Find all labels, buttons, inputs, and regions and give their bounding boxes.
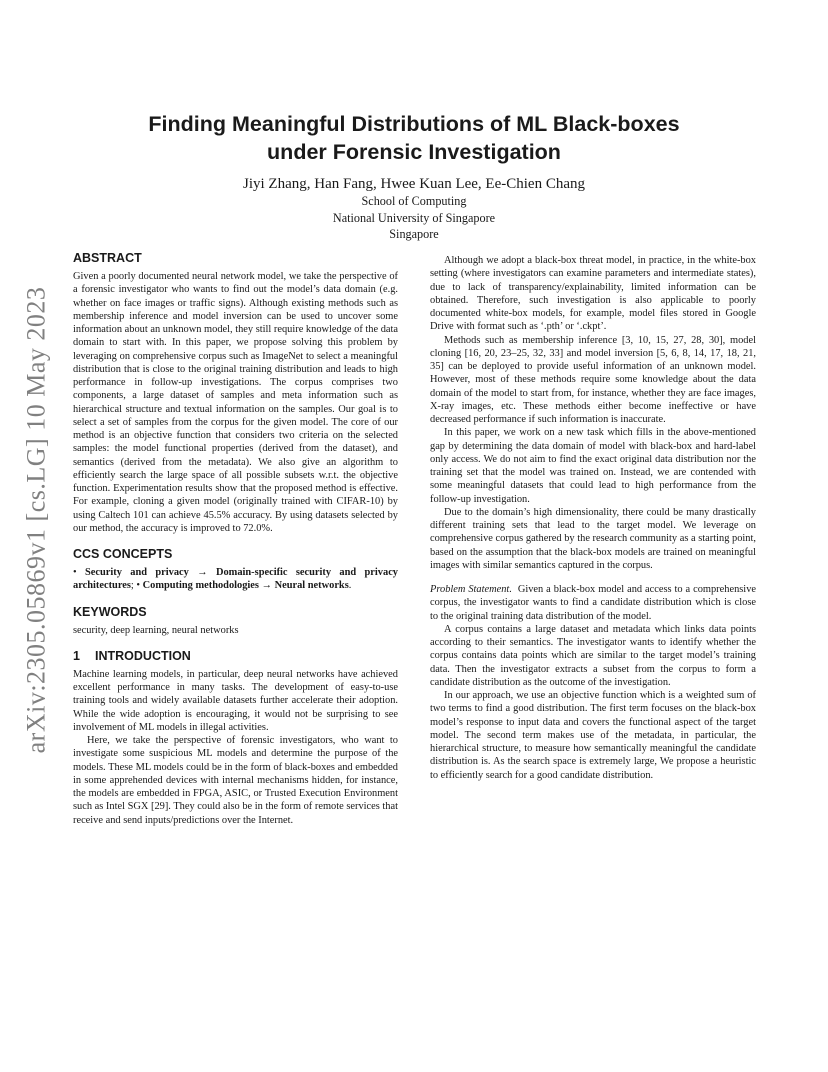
right-paragraph-1: Although we adopt a black-box threat model, in practice, in the white-box setting (where investigators can examine parameters and intermediate states), due to lack of transparency/explainability, limited information can be obtained. Therefore, such investigation is also applicable to poorly documented white-box models, for example, model files stored in Google Drive with format such as ‘.pth’ or ‘.ckpt’. — [430, 255, 756, 333]
ccs-term-security: Security and privacy — [85, 567, 189, 578]
problem-statement — [430, 583, 756, 623]
right-column — [430, 254, 756, 782]
intro-paragraph-1: Machine learning models, in particular, deep neural networks have achieved excellent performance in many tasks. The development of easy-to-use training tools and widely available datasets further accelerate their adoption. While the wide adoption is encouraging, it would not be surprising to see involvement of ML models in illegal activities. — [73, 668, 398, 733]
introduction-heading — [73, 648, 398, 664]
ccs-concepts — [73, 566, 398, 593]
right-paragraph-4: Due to the domain’s high dimensionality, there could be many drastically different training sets that lead to the target model. We leverage on comprehensive corpus gathered by the research community as a starting point, based on the assumption that the black-box models are trained on meaningful images with similar semantics captured in the corpus. — [430, 506, 756, 571]
ccs-arrow-2: → — [261, 580, 272, 592]
keywords-text: security, deep learning, neural networks — [73, 624, 239, 636]
keywords-heading: KEYWORDS — [73, 604, 147, 619]
paper-title-line-1: Finding Meaningful Distributions of ML Black-boxes — [148, 112, 680, 136]
intro-paragraph-2: Here, we take the perspective of forensic investigators, who want to investigate some suspicious ML models and determine the purpose of the models. These ML models could be in the form of black-boxes and embedded in some apprehended devices with internal mechanisms hidden, for instance, the models are embedded in FPGA, ASIC, or Trusted Execution Environment such as Intel SGX [29]. They could also be in the form of remote services that receive and send inputs/predictions over the Internet. — [73, 735, 398, 826]
ccs-separator: ; • — [130, 580, 141, 592]
affiliation — [80, 193, 748, 243]
right-paragraph-6: In our approach, we use an objective function which is a weighted sum of two terms to find a good distribution. The first term focuses on the black-box model’s response to input data and covers the functional aspect of the target model. The second term makes use of the metadata, in particular, the hierarchical structure, to measure how semantically meaningful the candidate distribution is. As the search space is extremely large, We propose a heuristic to efficiently search for a good candidate distribution. — [430, 690, 756, 781]
ccs-term-domain: Domain-specific security and privacy architectures — [73, 567, 399, 592]
problem-statement-text: Given a black-box model and access to a comprehensive corpus, the investigator wants to find a candidate distribution which is close to the original training data distribution of the model. — [430, 584, 756, 622]
ccs-bullet: • — [73, 567, 77, 578]
ccs-arrow-1: → — [197, 567, 208, 578]
right-paragraph-5: A corpus contains a large dataset and metadata which links data points according to their semantics. The investigator wants to identify whether the corpus contains data points which are similar to the target model’s training data. Then the investigator extracts a subset from the corpus to form a candidate distribution as the outcome of the investigation. — [430, 623, 756, 688]
section-title: INTRODUCTION — [95, 648, 191, 663]
author-list: Jiyi Zhang, Han Fang, Hwee Kuan Lee, Ee-Chien Chang — [243, 176, 585, 192]
affiliation-department: School of Computing — [361, 194, 467, 208]
problem-statement-label: Problem Statement. — [430, 584, 512, 595]
left-column — [73, 250, 398, 827]
section-number: 1 — [73, 648, 80, 663]
affiliation-university: National University of Singapore — [332, 210, 496, 225]
ccs-term-neural: Neural networks — [274, 580, 349, 592]
abstract-heading: ABSTRACT — [73, 251, 142, 265]
right-paragraph-3: In this paper, we work on a new task which fills in the above-mentioned gap by determining the data domain of model with black-box and hard-label only access. We do not aim to find the exact original data distribution nor the training set that the model was trained on. Instead, we are contended with some meaningful datasets that could lead to high performance from the follow-up investigation. — [430, 427, 756, 505]
abstract-text: Given a poorly documented neural network model, we take the perspective of a forensic investigator who wants to find out the model’s data domain (e.g. whether on face images or traffic signs). Although existing methods such as membership inference and model inversion can be used to uncover some information about an unknown model, they still require knowledge of the data domain to start with. In this paper, we propose solving this problem by leveraging on comprehensive corpus such as ImageNet to select a meaningful distribution that is close to the original training distribution and leads to high performance in follow-up investigations. The corpus comprises two components, a large dataset of samples and meta information such as hierarchical structure and textual information on the samples. Our goal is to select a set of samples from the corpus for the given model. The core of our method is an objective function that considers two criteria on the selected samples: the model functional properties (derived from the dataset), and semantics (derived from the metadata). We also give an algorithm to efficiently search the large space of all possible subsets w.r.t. the objective function. Experimentation results show that the proposed method is effective. For example, cloning a given model (originally trained with CIFAR-10) by using Caltech 101 can achieve 45.5% accuracy. By using datasets selected by our method, the accuracy is improved to 72.0%. — [73, 271, 398, 534]
affiliation-country: Singapore — [389, 227, 439, 241]
ccs-end: . — [348, 580, 352, 592]
ccs-term-computing: Computing methodologies — [142, 580, 259, 592]
paper-title-line-2: under Forensic Investigation — [267, 140, 561, 164]
paper-title — [80, 110, 748, 166]
ccs-heading: CCS CONCEPTS — [73, 547, 173, 561]
right-paragraph-2: Methods such as membership inference [3, 10, 15, 27, 28, 30], model cloning [16, 20, 23–25, 32, 33] and model inversion [5, 6, 8, 14, 17, 18, 21, 35] can be deployed to provide useful information of an unknown model. However, most of these methods require some knowledge about the data domain of the model to start from, for instance, whether they are face images, X-ray images, etc. These methods either become ineffective or have decreased performance if such information is inaccurate. — [430, 334, 756, 425]
arxiv-identifier-text: arXiv:2305.05869v1 [cs.LG] 10 May 2023 — [21, 286, 50, 754]
arxiv-identifier — [10, 275, 62, 765]
